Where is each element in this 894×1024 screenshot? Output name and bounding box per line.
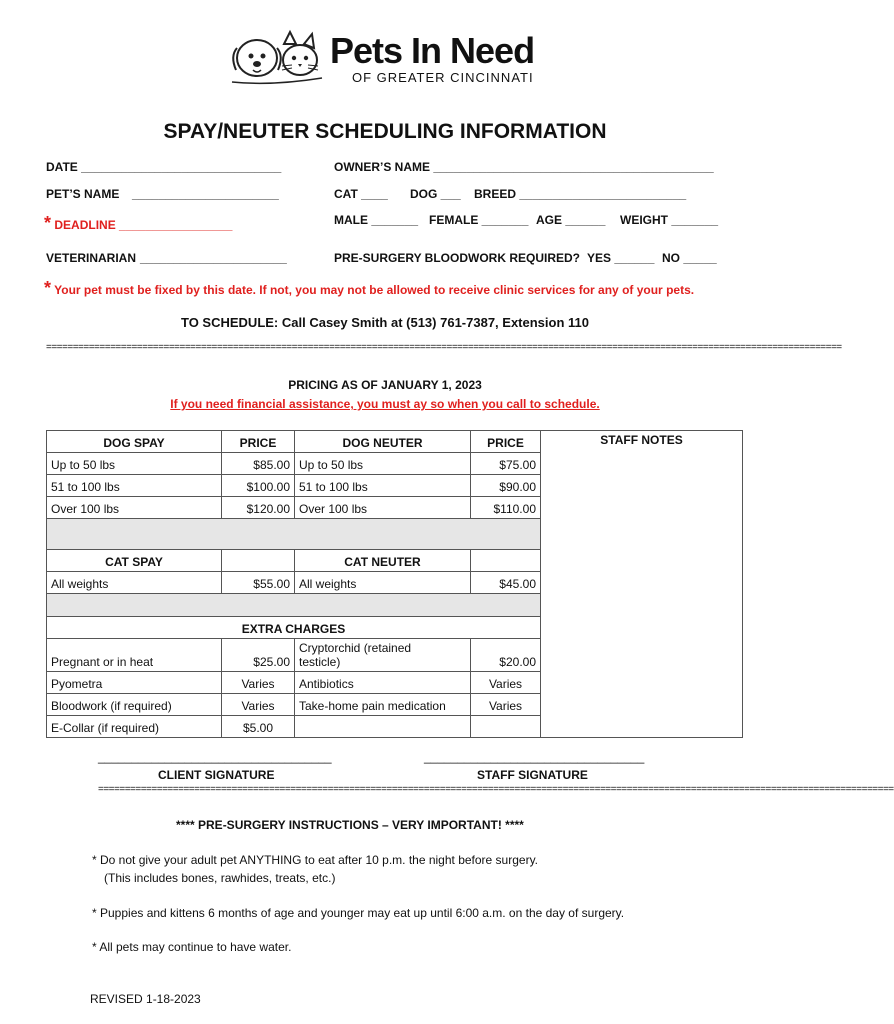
client-signature-line[interactable]: ___________________________________	[98, 750, 332, 764]
separator-bottom: =====================================================================================================================================================	[98, 784, 894, 795]
extra-item	[295, 639, 471, 672]
header-dog-spay: DOG SPAY	[47, 431, 222, 453]
separator-top: =====================================================================================================================================================	[46, 342, 842, 353]
bloodwork-label: PRE-SURGERY BLOODWORK REQUIRED?	[334, 251, 581, 265]
extra-price: Varies	[471, 672, 541, 694]
header-staff-notes: STAFF NOTES	[600, 433, 683, 447]
male-field[interactable]: MALE _______	[334, 213, 419, 227]
veterinarian-field[interactable]: ______________________	[140, 251, 287, 265]
instructions-heading: **** PRE-SURGERY INSTRUCTIONS – VERY IMPORTANT! ****	[176, 818, 524, 832]
bloodwork-no-field[interactable]: NO _____	[662, 251, 717, 265]
revised-date: REVISED 1-18-2023	[90, 992, 201, 1006]
dog-spay-price: $100.00	[222, 475, 295, 497]
dog-neuter-weight: Over 100 lbs	[295, 497, 471, 519]
extra-item: Take-home pain medication	[295, 694, 471, 716]
pricing-table	[46, 430, 743, 738]
empty-cell	[222, 550, 295, 572]
age-field[interactable]: AGE ______	[536, 213, 606, 227]
client-signature-label: CLIENT SIGNATURE	[158, 768, 275, 782]
instruction-item: * Do not give your adult pet ANYTHING to eat after 10 p.m. the night before surgery.	[92, 853, 539, 867]
cat-field[interactable]: CAT ____	[334, 187, 388, 201]
veterinarian-label: VETERINARIAN	[46, 251, 137, 265]
instruction-item: (This includes bones, rawhides, treats, etc.)	[104, 871, 336, 885]
dog-spay-weight: Over 100 lbs	[47, 497, 222, 519]
spacer-cell	[47, 519, 541, 550]
header-cat-spay: CAT SPAY	[47, 550, 222, 572]
extra-item: Pregnant or in heat	[47, 639, 222, 672]
header-cat-neuter: CAT NEUTER	[295, 550, 471, 572]
header-dog-neuter: DOG NEUTER	[295, 431, 471, 453]
extra-price: $20.00	[471, 639, 541, 672]
pets-name-label: PET’S NAME	[46, 187, 120, 201]
dog-field[interactable]: DOG ___	[410, 187, 461, 201]
spacer-cell	[47, 594, 541, 617]
extra-price: $5.00	[222, 716, 295, 738]
cat-spay-weight: All weights	[47, 572, 222, 594]
pets-name-field[interactable]: ______________________	[132, 187, 279, 201]
owners-name-field[interactable]: OWNER’S NAME __________________________________________	[334, 160, 714, 174]
extra-price	[471, 716, 541, 738]
staff-notes-cell[interactable]	[541, 431, 743, 738]
extra-item: Antibiotics	[295, 672, 471, 694]
warning-text: Your pet must be fixed by this date. If not, you may not be allowed to receive clinic services for any of your pets.	[54, 283, 695, 297]
header-price: PRICE	[471, 431, 541, 453]
extra-price: Varies	[222, 694, 295, 716]
dog-neuter-price: $90.00	[471, 475, 541, 497]
staff-signature-label: STAFF SIGNATURE	[477, 768, 588, 782]
empty-cell	[471, 550, 541, 572]
cat-neuter-price: $45.00	[471, 572, 541, 594]
deadline-field[interactable]	[44, 213, 232, 234]
logo	[222, 26, 552, 92]
dog-neuter-price: $110.00	[471, 497, 541, 519]
page-title: SPAY/NEUTER SCHEDULING INFORMATION	[163, 120, 607, 143]
deadline-star: *	[44, 213, 52, 233]
cryptorchid-line1: Cryptorchid (retained	[299, 641, 412, 655]
breed-field[interactable]: BREED _________________________	[474, 187, 687, 201]
extra-item: E-Collar (if required)	[47, 716, 222, 738]
header-price: PRICE	[222, 431, 295, 453]
dog-spay-price: $85.00	[222, 453, 295, 475]
extra-item: Bloodwork (if required)	[47, 694, 222, 716]
logo-brand: Pets In Need	[330, 30, 535, 71]
logo-subtitle: OF GREATER CINCINNATI	[352, 70, 534, 85]
extra-price: Varies	[222, 672, 295, 694]
female-field[interactable]: FEMALE _______	[429, 213, 529, 227]
dog-spay-weight: Up to 50 lbs	[47, 453, 222, 475]
instruction-item: * All pets may continue to have water.	[92, 940, 292, 954]
dog-spay-price: $120.00	[222, 497, 295, 519]
schedule-info: TO SCHEDULE: Call Casey Smith at (513) 761-7387, Extension 110	[181, 315, 589, 330]
bloodwork-yes-field[interactable]: YES ______	[587, 251, 655, 265]
weight-field[interactable]: WEIGHT _______	[620, 213, 719, 227]
extra-item: Pyometra	[47, 672, 222, 694]
extra-price: $25.00	[222, 639, 295, 672]
dog-neuter-price: $75.00	[471, 453, 541, 475]
cat-dog-logo-icon	[222, 26, 327, 88]
deadline-label: DEADLINE _________________	[54, 218, 233, 232]
instruction-item: * Puppies and kittens 6 months of age and younger may eat up until 6:00 a.m. on the day of surgery.	[92, 906, 625, 920]
deadline-warning	[44, 278, 694, 299]
cat-neuter-weight: All weights	[295, 572, 471, 594]
financial-note: If you need financial assistance, you must ay so when you call to schedule.	[170, 397, 600, 411]
pricing-title: PRICING AS OF JANUARY 1, 2023	[288, 378, 482, 392]
extra-item	[295, 716, 471, 738]
header-extra-charges: EXTRA CHARGES	[47, 617, 541, 639]
staff-signature-line[interactable]: _________________________________	[424, 750, 645, 764]
dog-neuter-weight: Up to 50 lbs	[295, 453, 471, 475]
cat-spay-price: $55.00	[222, 572, 295, 594]
extra-price: Varies	[471, 694, 541, 716]
date-field[interactable]: DATE ______________________________	[46, 160, 282, 174]
dog-spay-weight: 51 to 100 lbs	[47, 475, 222, 497]
warning-star: *	[44, 278, 52, 298]
dog-neuter-weight: 51 to 100 lbs	[295, 475, 471, 497]
table-header-row	[47, 431, 743, 453]
cryptorchid-line2: testicle)	[299, 655, 341, 669]
